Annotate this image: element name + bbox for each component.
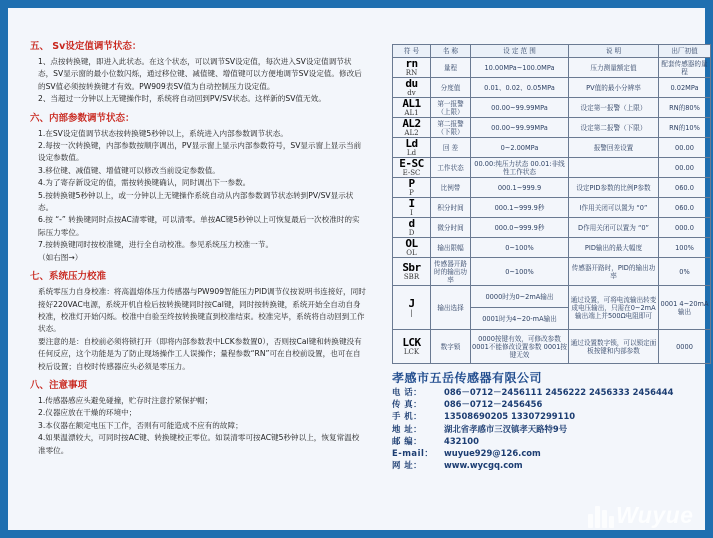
range-cell: 0000按键有效，可修改参数0001不能修改设置参数 0001按键无效 bbox=[471, 330, 569, 364]
symbol-cell bbox=[393, 286, 431, 330]
desc-cell: 报警回差设置 bbox=[569, 138, 659, 158]
company-info bbox=[392, 370, 710, 471]
paragraph: 1.在SV设定值调节状态按转换键5秒钟以上，系统进入内部参数调节状态。 bbox=[38, 128, 288, 138]
symbol-text: I bbox=[410, 209, 413, 217]
name-cell: 工作状态 bbox=[431, 158, 471, 178]
table-header-row bbox=[393, 45, 711, 58]
display-glyph: I bbox=[408, 197, 415, 210]
display-glyph: du bbox=[405, 77, 418, 90]
paragraph: 4.为了寄存新设定的值，需按转换键确认，同时调出下一参数。 bbox=[38, 178, 251, 188]
symbol-text: LCK bbox=[403, 348, 420, 356]
symbol-cell bbox=[393, 138, 431, 158]
init-cell: 00.00 bbox=[659, 138, 711, 158]
left-column bbox=[30, 40, 366, 463]
paragraph: 3.移位键、减值键、增值键可以修改当前设定参数值。 bbox=[38, 165, 220, 175]
init-cell: 00.00 bbox=[659, 158, 711, 178]
parameter-table bbox=[392, 44, 711, 364]
symbol-cell bbox=[393, 218, 431, 238]
name-cell: 积分时间 bbox=[431, 198, 471, 218]
range-cell: 10.00MPa~100.0MPa bbox=[471, 58, 569, 78]
init-cell: 0.02MPa bbox=[659, 78, 711, 98]
contact-label: 地 址： bbox=[392, 423, 423, 434]
init-cell: RN的80% bbox=[659, 98, 711, 118]
right-column bbox=[392, 44, 710, 471]
name-cell: 比例带 bbox=[431, 178, 471, 198]
section-title: 八、注意事项 bbox=[30, 379, 88, 391]
paragraph: （如右图→） bbox=[38, 252, 83, 262]
contact-row bbox=[392, 386, 710, 398]
name-cell: 输出限幅 bbox=[431, 238, 471, 258]
section bbox=[30, 379, 366, 457]
table-header-cell: 设 定 范 围 bbox=[471, 45, 569, 58]
paragraph: 1.传感器感应头避免碰撞，贮存时注意拧紧保护帽； bbox=[38, 395, 213, 405]
section-title: 七、系统压力校准 bbox=[30, 271, 107, 283]
display-glyph: E-SC bbox=[399, 157, 424, 170]
name-cell: 第二报警（下限） bbox=[431, 118, 471, 138]
contact-value: 086－0712－2456456 bbox=[444, 399, 543, 410]
init-cell: 0001 4~20mA输出 bbox=[659, 286, 711, 330]
init-cell: 100% bbox=[659, 238, 711, 258]
display-glyph: LCK bbox=[402, 336, 421, 349]
page bbox=[8, 8, 709, 530]
section bbox=[30, 270, 366, 373]
name-cell: 数字锁 bbox=[431, 330, 471, 364]
symbol-text: SBR bbox=[403, 273, 420, 281]
name-cell: 传感器开路时的输出功率 bbox=[431, 258, 471, 286]
symbol-text: D bbox=[408, 229, 415, 237]
symbol-cell bbox=[393, 258, 431, 286]
paragraph: 3.本仪器在额定电压下工作，否则有可能造成不应有的故障； bbox=[38, 420, 243, 430]
contact-value[interactable]: www.wycgq.com bbox=[444, 460, 523, 471]
table-row bbox=[393, 330, 711, 364]
table-row bbox=[393, 218, 711, 238]
display-glyph: rn bbox=[405, 57, 418, 70]
wuyue-logo bbox=[586, 496, 710, 534]
display-glyph: P bbox=[408, 177, 415, 190]
symbol-cell bbox=[393, 98, 431, 118]
contact-value[interactable]: wuyue929@126.com bbox=[444, 448, 541, 459]
range-cell: 00.00:纯压力状态 00.01:非线性工作状态 bbox=[471, 158, 569, 178]
logo-text: Wuyue bbox=[616, 501, 694, 528]
range-cell: 00.00~99.99MPa bbox=[471, 98, 569, 118]
contact-row bbox=[392, 447, 710, 459]
name-cell: 微分时间 bbox=[431, 218, 471, 238]
symbol-cell bbox=[393, 118, 431, 138]
symbol-cell bbox=[393, 238, 431, 258]
desc-cell: 压力测量额定值 bbox=[569, 58, 659, 78]
table-header-cell: 出厂初值 bbox=[659, 45, 711, 58]
display-glyph: Ld bbox=[405, 137, 418, 150]
symbol-cell bbox=[393, 330, 431, 364]
table-row bbox=[393, 98, 711, 118]
paragraph: 5.按转换键5秒钟以上，或一分钟以上无键操作系统自动从内部参数调节状态转到PV/SV显示状态。 bbox=[38, 190, 354, 213]
range-cell: 0000时为0~2mA输出 bbox=[471, 286, 569, 308]
table-row bbox=[393, 258, 711, 286]
display-glyph: J bbox=[408, 297, 415, 310]
range-cell: 00.00~99.99MPa bbox=[471, 118, 569, 138]
range-cell: 0.01、0.02、0.05MPa bbox=[471, 78, 569, 98]
contact-label: E-mail： bbox=[392, 448, 434, 459]
table-row bbox=[393, 118, 711, 138]
section-title: 六、内部参数调节状态： bbox=[30, 112, 135, 124]
desc-cell: 设定第二报警（下限） bbox=[569, 118, 659, 138]
paragraph: 2.仪器应放在干燥的环境中； bbox=[38, 408, 137, 418]
display-glyph: Sbr bbox=[402, 261, 421, 274]
contact-row bbox=[392, 459, 710, 471]
contact-row bbox=[392, 410, 710, 422]
range-cell: 0~100% bbox=[471, 238, 569, 258]
paragraph: 要注意的是：自校前必须将锁打开（即将内部参数表中LCK参数置0），否则按Cal键和转换键没有任何反应，这个功能是为了防止现场操作工人误操作；量程参数“RN”可在自校前设置，也可在自校后设置；自校时传感器应头必须是零压力。 bbox=[38, 336, 362, 371]
range-cell: 0~100% bbox=[471, 258, 569, 286]
desc-cell: 设定PID参数的比例P参数 bbox=[569, 178, 659, 198]
table-row bbox=[393, 178, 711, 198]
desc-cell: 通过设置，可将电流输出转变成电压输出，只需在0~2mA输出端上并500Ω电阻即可 bbox=[569, 286, 659, 330]
display-glyph: AL1 bbox=[402, 97, 421, 110]
init-cell: 000.0 bbox=[659, 218, 711, 238]
range-cell: 000.1~999.9 bbox=[471, 178, 569, 198]
symbol-text: AL2 bbox=[404, 129, 419, 137]
init-cell: 0% bbox=[659, 258, 711, 286]
table-row bbox=[393, 198, 711, 218]
table-row bbox=[393, 58, 711, 78]
contact-label: 电 话： bbox=[392, 387, 423, 397]
contact-row bbox=[392, 435, 710, 447]
symbol-cell bbox=[393, 198, 431, 218]
name-cell: 输出选择 bbox=[431, 286, 471, 330]
symbol-cell bbox=[393, 78, 431, 98]
desc-cell: 传感器开路时，PID的输出功率 bbox=[569, 258, 659, 286]
table-row bbox=[393, 138, 711, 158]
paragraph: 7.按转换键同时按校准键，进行全自动校准。参见系统压力校准一节。 bbox=[38, 240, 274, 250]
desc-cell bbox=[569, 158, 659, 178]
symbol-text: dv bbox=[407, 89, 416, 97]
symbol-text: | bbox=[410, 309, 413, 317]
table-row bbox=[393, 238, 711, 258]
symbol-text: AL1 bbox=[404, 109, 419, 117]
symbol-cell bbox=[393, 58, 431, 78]
table-header-cell: 符 号 bbox=[393, 45, 431, 58]
paragraph: 2、当超过一分钟以上无键操作时，系统将自动回到PV/SV状态。这样新的SV值无效。 bbox=[38, 94, 326, 104]
desc-cell: D作用关闭可以置为 “0” bbox=[569, 218, 659, 238]
name-cell: 回 差 bbox=[431, 138, 471, 158]
contact-row bbox=[392, 398, 710, 410]
range-cell: 000.1~999.9秒 bbox=[471, 198, 569, 218]
logo-mark-icon bbox=[586, 500, 616, 530]
section bbox=[30, 112, 366, 264]
name-cell: 量程 bbox=[431, 58, 471, 78]
symbol-text: RN bbox=[405, 69, 418, 77]
init-cell: RN的10% bbox=[659, 118, 711, 138]
symbol-text: Ld bbox=[406, 149, 417, 157]
symbol-text: OL bbox=[406, 249, 417, 257]
paragraph: 6.按 “-” 转换键同时点按AC清零键，可以清零。单按AC键5秒钟以上可恢复最后一次校准时的实际压力零位。 bbox=[38, 215, 360, 237]
table-row bbox=[393, 286, 711, 308]
contact-value: 湖北省孝感市三汊镇孝天路特9号 bbox=[444, 423, 568, 434]
contact-label: 邮 编： bbox=[392, 435, 423, 446]
paragraph: 2.每按一次转换键，内部参数按顺序调出，PV显示窗上显示内部参数符号，SV显示窗上显示当前设定参数值。 bbox=[38, 141, 362, 163]
init-cell: 060.0 bbox=[659, 198, 711, 218]
desc-cell: PV值的最小分辨率 bbox=[569, 78, 659, 98]
name-cell: 分度值 bbox=[431, 78, 471, 98]
table-row bbox=[393, 158, 711, 178]
init-cell: 060.0 bbox=[659, 178, 711, 198]
symbol-text: E-SC bbox=[402, 169, 421, 177]
init-cell: 配套传感器的量程 bbox=[659, 58, 711, 78]
contact-row bbox=[392, 423, 710, 435]
range-cell: 0001时为4~20-mA输出 bbox=[471, 308, 569, 330]
table-row bbox=[393, 78, 711, 98]
table-header-cell: 名 称 bbox=[431, 45, 471, 58]
paragraph: 4.如果温漂较大，可同时按AC键、转换键校正零位。如误清零可按AC键5秒钟以上，恢复常温校准零位。 bbox=[38, 433, 360, 455]
display-glyph: OL bbox=[405, 237, 418, 250]
contact-label: 网 址： bbox=[392, 460, 423, 471]
range-cell: 0~2.00MPa bbox=[471, 138, 569, 158]
desc-cell: 通过设置数字锁，可以锁定面板按键和内部参数 bbox=[569, 330, 659, 364]
section-title: 五、 Sv设定值调节状态： bbox=[30, 41, 142, 52]
contact-value: 13508690205 13307299110 bbox=[444, 411, 576, 422]
display-glyph: AL2 bbox=[402, 117, 421, 130]
contact-label: 手 机： bbox=[392, 411, 423, 422]
desc-cell: PID输出的最大幅度 bbox=[569, 238, 659, 258]
contact-value: 086－0712－2456111 2456222 2456333 2456444 bbox=[444, 387, 674, 397]
paragraph: 系统零压力自身校准：将高温熔体压力传感器与PW909智能压力PID调节仪按说明书连接好，同时接好220VAC电源，系统开机自检后按转换键同时按Cal键，同时按转换键，系统开始全自动自身校准，校准灯开始闪烁。校准中自验至终按转换键直到校准结束。校准完毕，系统将自动回到工作状态。 bbox=[38, 287, 366, 334]
symbol-text: P bbox=[409, 189, 414, 197]
init-cell: 0000 bbox=[659, 330, 711, 364]
contact-value: 432100 bbox=[444, 435, 479, 446]
company-name: 孝感市五岳传感器有限公司 bbox=[392, 371, 543, 385]
contact-label: 传 真： bbox=[392, 399, 423, 410]
desc-cell: 设定第一报警（上限） bbox=[569, 98, 659, 118]
symbol-cell bbox=[393, 178, 431, 198]
name-cell: 第一报警（上限） bbox=[431, 98, 471, 118]
display-glyph: d bbox=[408, 217, 415, 230]
section bbox=[30, 40, 366, 106]
symbol-cell bbox=[393, 158, 431, 178]
table-header-cell: 说 明 bbox=[569, 45, 659, 58]
range-cell: 000.0~999.9秒 bbox=[471, 218, 569, 238]
paragraph: 1、点按转换键，即进入此状态。在这个状态，可以调节SV设定值，每次进入SV设定值调节状态，SV显示窗的最小位数闪烁，通过移位键、减值键、增值键可以方便地调节SV设定值。修改后的SV值必须按转换键才有效。PW909表SV值为自动控制压力设定值。 bbox=[38, 57, 362, 91]
desc-cell: I作用关闭可以置为 “0” bbox=[569, 198, 659, 218]
